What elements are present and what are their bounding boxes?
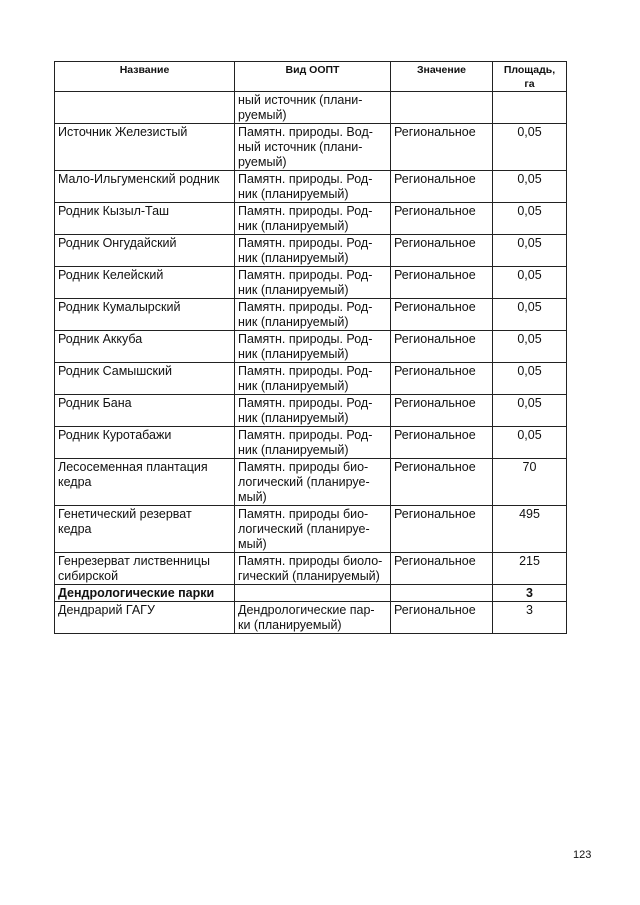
header-name: Название bbox=[55, 62, 235, 92]
section-row-dendro-parks bbox=[55, 585, 567, 602]
cell-area: 0,05 bbox=[493, 235, 567, 267]
cell-name bbox=[55, 92, 235, 124]
cell-kind: Памятн. природы. Вод- ный источник (плани- руемый) bbox=[235, 124, 391, 171]
cell-area: 3 bbox=[493, 602, 567, 634]
header-significance: Значение bbox=[391, 62, 493, 92]
cell-kind: Памятн. природы. Род- ник (планируемый) bbox=[235, 331, 391, 363]
table-row bbox=[55, 235, 567, 267]
cell-kind: Памятн. природы. Род- ник (планируемый) bbox=[235, 363, 391, 395]
cell-significance: Региональное bbox=[391, 203, 493, 235]
cell-significance: Региональное bbox=[391, 171, 493, 203]
cell-significance: Региональное bbox=[391, 235, 493, 267]
table-row bbox=[55, 506, 567, 553]
table-row bbox=[55, 602, 567, 634]
cell-name: Родник Аккуба bbox=[55, 331, 235, 363]
table-row bbox=[55, 427, 567, 459]
cell-name: Родник Самышский bbox=[55, 363, 235, 395]
cell-significance: Региональное bbox=[391, 602, 493, 634]
cell-area: 0,05 bbox=[493, 124, 567, 171]
cell-kind: Дендрологические пар- ки (планируемый) bbox=[235, 602, 391, 634]
cell-kind: ный источник (плани- руемый) bbox=[235, 92, 391, 124]
cell-kind: Памятн. природы. Род- ник (планируемый) bbox=[235, 203, 391, 235]
cell-significance bbox=[391, 585, 493, 602]
table-row bbox=[55, 203, 567, 235]
protected-areas-table bbox=[54, 61, 567, 634]
cell-name: Родник Бана bbox=[55, 395, 235, 427]
cell-name: Родник Келейский bbox=[55, 267, 235, 299]
cell-significance: Региональное bbox=[391, 299, 493, 331]
cell-kind: Памятн. природы био- логический (планируе- мый) bbox=[235, 506, 391, 553]
cell-kind: Памятн. природы. Род- ник (планируемый) bbox=[235, 299, 391, 331]
cell-significance: Региональное bbox=[391, 427, 493, 459]
table-row bbox=[55, 459, 567, 506]
table-row bbox=[55, 395, 567, 427]
table-row bbox=[55, 363, 567, 395]
cell-significance: Региональное bbox=[391, 267, 493, 299]
cell-significance: Региональное bbox=[391, 363, 493, 395]
cell-kind: Памятн. природы. Род- ник (планируемый) bbox=[235, 171, 391, 203]
cell-significance: Региональное bbox=[391, 553, 493, 585]
section-area: 3 bbox=[493, 585, 567, 602]
cell-name: Дендрарий ГАГУ bbox=[55, 602, 235, 634]
table-header-row bbox=[55, 62, 567, 92]
cell-name: Мало-Ильгуменский родник bbox=[55, 171, 235, 203]
cell-area: 70 bbox=[493, 459, 567, 506]
cell-name: Генетический резерват кедра bbox=[55, 506, 235, 553]
table-row bbox=[55, 299, 567, 331]
cell-name: Генрезерват лиственницы сибирской bbox=[55, 553, 235, 585]
cell-kind: Памятн. природы. Род- ник (планируемый) bbox=[235, 235, 391, 267]
cell-area: 0,05 bbox=[493, 363, 567, 395]
cell-area: 0,05 bbox=[493, 203, 567, 235]
cell-area bbox=[493, 92, 567, 124]
cell-name: Родник Кызыл-Таш bbox=[55, 203, 235, 235]
table-row bbox=[55, 553, 567, 585]
page-number: 123 bbox=[573, 849, 592, 861]
cell-name: Родник Онгудайский bbox=[55, 235, 235, 267]
table-row-continuation bbox=[55, 92, 567, 124]
cell-kind: Памятн. природы. Род- ник (планируемый) bbox=[235, 427, 391, 459]
cell-significance: Региональное bbox=[391, 395, 493, 427]
cell-significance: Региональное bbox=[391, 124, 493, 171]
cell-area: 0,05 bbox=[493, 395, 567, 427]
cell-kind bbox=[235, 585, 391, 602]
cell-area: 215 bbox=[493, 553, 567, 585]
cell-area: 0,05 bbox=[493, 427, 567, 459]
section-title: Дендрологические парки bbox=[55, 585, 235, 602]
cell-area: 0,05 bbox=[493, 331, 567, 363]
table-row bbox=[55, 124, 567, 171]
table-row bbox=[55, 331, 567, 363]
cell-name: Лесосеменная плантация кедра bbox=[55, 459, 235, 506]
cell-area: 0,05 bbox=[493, 171, 567, 203]
cell-name: Родник Куротабажи bbox=[55, 427, 235, 459]
cell-kind: Памятн. природы. Род- ник (планируемый) bbox=[235, 395, 391, 427]
header-kind: Вид ООПТ bbox=[235, 62, 391, 92]
cell-kind: Памятн. природы био- логический (планируе- мый) bbox=[235, 459, 391, 506]
cell-significance: Региональное bbox=[391, 331, 493, 363]
table-row bbox=[55, 267, 567, 299]
cell-significance: Региональное bbox=[391, 506, 493, 553]
cell-kind: Памятн. природы. Род- ник (планируемый) bbox=[235, 267, 391, 299]
cell-name: Источник Железистый bbox=[55, 124, 235, 171]
table-row bbox=[55, 171, 567, 203]
cell-area: 0,05 bbox=[493, 299, 567, 331]
header-area: Площадь, га bbox=[493, 62, 567, 92]
cell-kind: Памятн. природы биоло- гический (планируемый) bbox=[235, 553, 391, 585]
cell-significance: Региональное bbox=[391, 459, 493, 506]
cell-area: 0,05 bbox=[493, 267, 567, 299]
cell-significance bbox=[391, 92, 493, 124]
cell-name: Родник Кумалырский bbox=[55, 299, 235, 331]
cell-area: 495 bbox=[493, 506, 567, 553]
